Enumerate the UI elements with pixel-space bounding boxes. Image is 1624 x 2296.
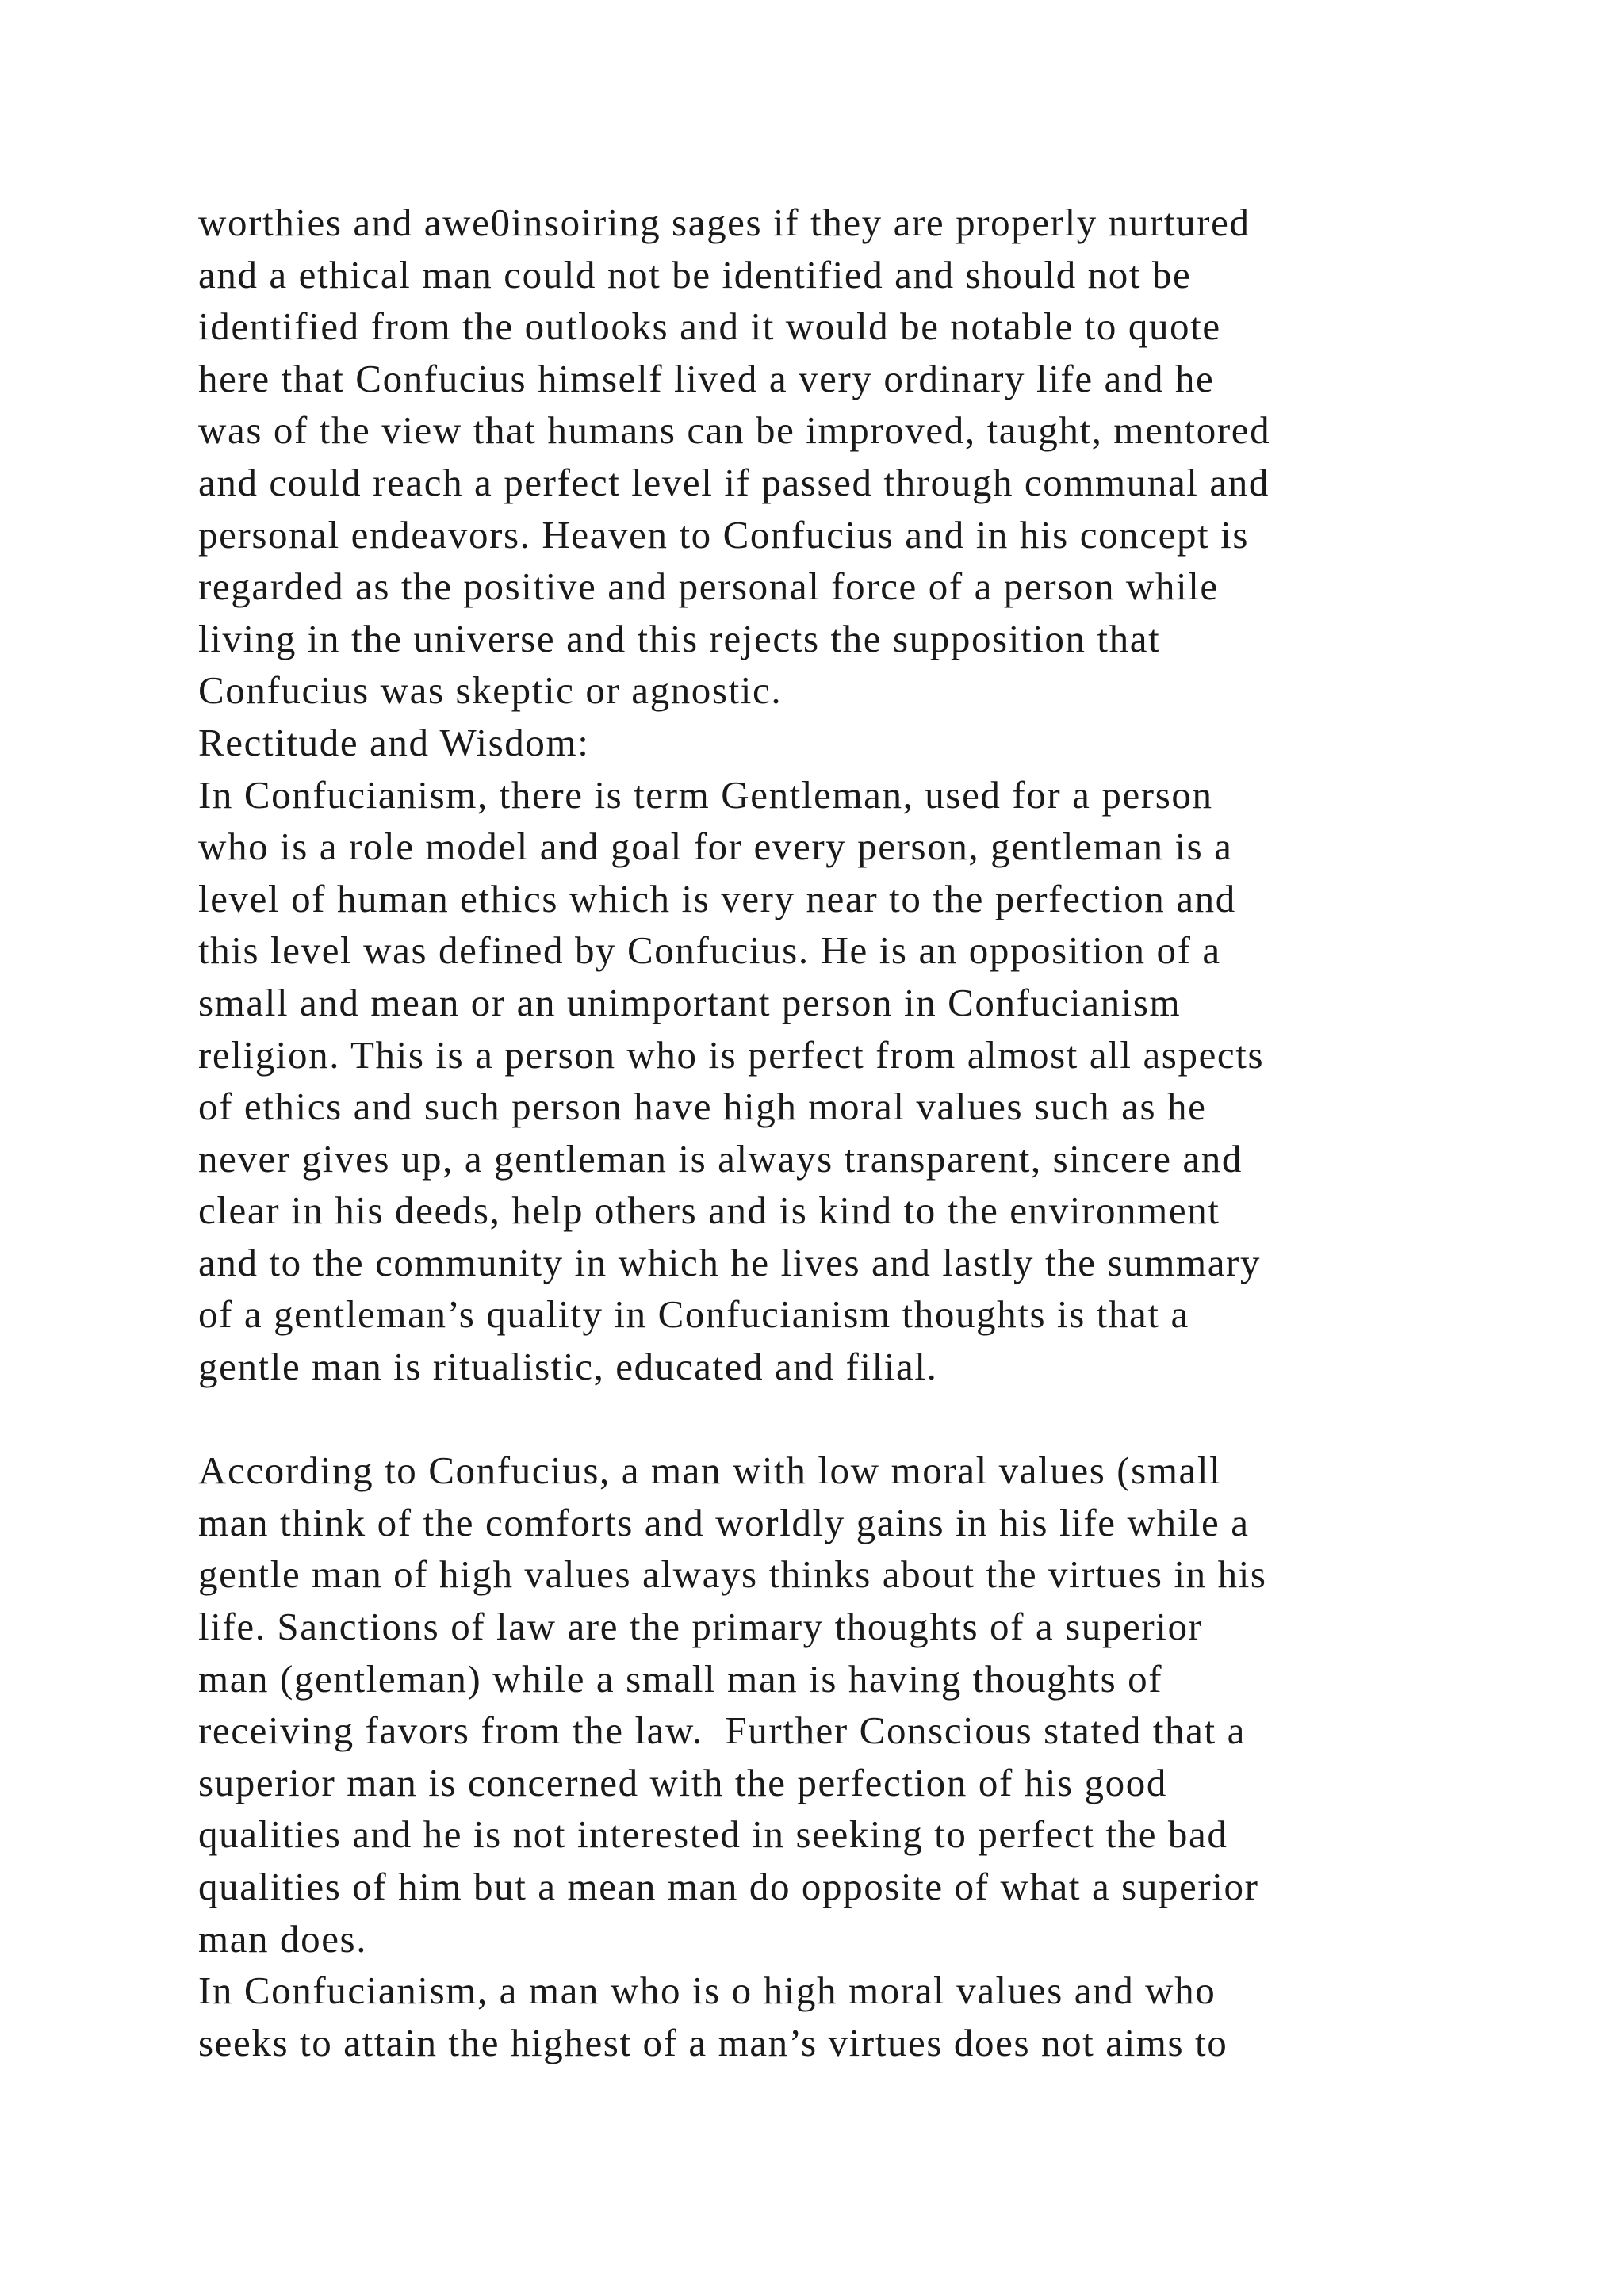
text-line: personal endeavors. Heaven to Confucius and in his concept is [198,512,1249,557]
text-line: and to the community in which he lives and lastly the summary [198,1240,1262,1284]
text-line: qualities and he is not interested in seeking to perfect the bad [198,1812,1228,1857]
text-line: this level was defined by Confucius. He is an opposition of a [198,928,1221,973]
text-line: never gives up, a gentleman is always transparent, sincere and [198,1136,1243,1181]
text-line: of ethics and such person have high moral values such as he [198,1085,1207,1129]
text-line: gentle man is ritualistic, educated and filial. [198,1345,938,1389]
text-line: of a gentleman’s quality in Confucianism thoughts is that a [198,1292,1189,1337]
document-body-text [198,197,1435,2068]
text-line: In Confucianism, a man who is o high moral values and who [198,1969,1216,2013]
text-line: superior man is concerned with the perfection of his good [198,1760,1167,1804]
text-line: religion. This is a person who is perfect from almost all aspects [198,1032,1265,1077]
blank-line [198,1393,1435,1445]
text-line: seeks to attain the highest of a man’s virtues does not aims to [198,2020,1228,2064]
text-line: here that Confucius himself lived a very ordinary life and he [198,356,1215,400]
text-line: was of the view that humans can be improved, taught, mentored [198,408,1271,453]
text-line: Confucius was skeptic or agnostic. [198,668,783,713]
text-line: clear in his deeds, help others and is kind to the environment [198,1188,1220,1233]
text-line: receiving favors from the law. Further Conscious stated that a [198,1709,1246,1753]
text-line: identified from the outlooks and it would be notable to quote [198,304,1221,349]
text-line: qualities of him but a mean man do opposite of what a superior [198,1865,1259,1908]
text-line: life. Sanctions of law are the primary thoughts of a superior [198,1605,1203,1649]
text-line: man (gentleman) while a small man is having thoughts of [198,1656,1163,1701]
text-line: level of human ethics which is very near to the perfection and [198,876,1236,920]
text-line: gentle man of high values always thinks about the virtues in his [198,1552,1267,1597]
text-line: man think of the comforts and worldly gains in his life while a [198,1500,1250,1544]
text-line: small and mean or an unimportant person in Confucianism [198,980,1182,1024]
text-line: regarded as the positive and personal force of a person while [198,564,1219,609]
text-line: living in the universe and this rejects the supposition that [198,616,1161,660]
text-line: In Confucianism, there is term Gentleman, used for a person [198,772,1213,817]
text-line: and a ethical man could not be identified and should not be [198,252,1192,297]
text-line: and could reach a perfect level if passed through communal and [198,460,1270,504]
text-line: man does. [198,1916,368,1961]
text-line: Rectitude and Wisdom: [198,720,590,764]
text-line: According to Confucius, a man with low moral values (small [198,1448,1222,1493]
text-line: worthies and awe0insoiring sages if they are properly nurtured [198,201,1251,244]
text-line: who is a role model and goal for every person, gentleman is a [198,825,1233,869]
